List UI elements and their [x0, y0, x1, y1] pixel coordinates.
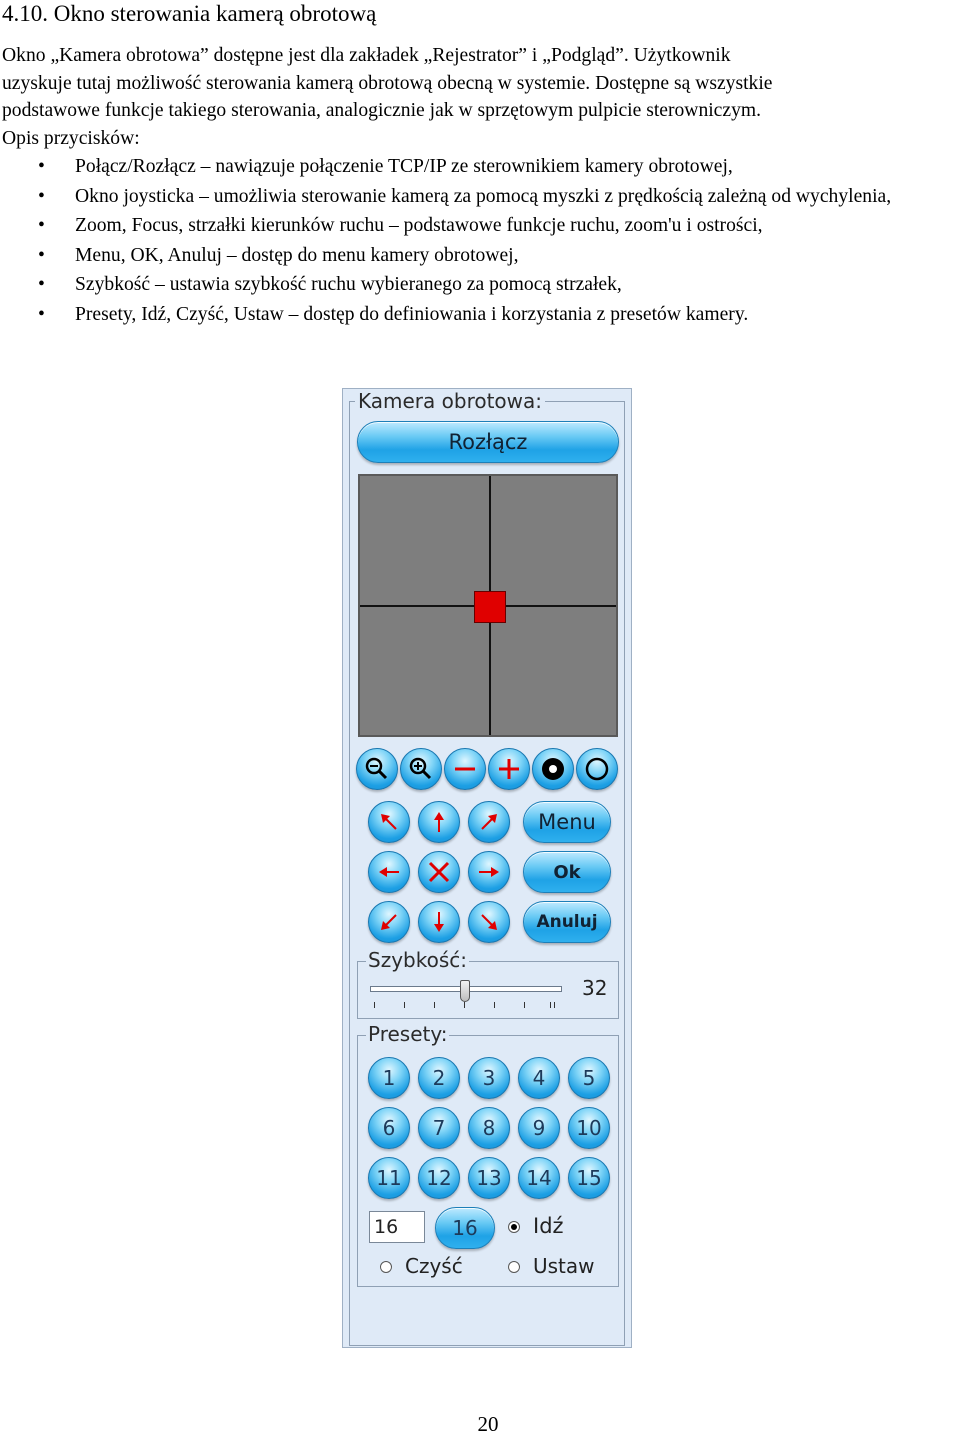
- move-down-right-button[interactable]: [468, 901, 510, 943]
- bullet: •: [38, 274, 45, 296]
- set-radio-label: Ustaw: [533, 1254, 595, 1278]
- focus-far-icon: [582, 754, 612, 784]
- plus-icon: [494, 754, 524, 784]
- preset-button[interactable]: 15: [568, 1157, 610, 1199]
- arrow-up-right-icon: [474, 807, 504, 837]
- list-item-text: Połącz/Rozłącz – nawiązuje połączenie TCP/IP ze sterownikiem kamery obrotowej,: [75, 156, 733, 177]
- slider-tick: [494, 1002, 495, 1008]
- bullet: •: [38, 215, 45, 237]
- slider-tick: [404, 1002, 405, 1008]
- bullet: •: [38, 303, 45, 325]
- preset-button[interactable]: 10: [568, 1107, 610, 1149]
- preset-button[interactable]: 9: [518, 1107, 560, 1149]
- preset-button[interactable]: 14: [518, 1157, 560, 1199]
- go-radio-label: Idź: [533, 1214, 564, 1238]
- arrow-up-icon: [424, 807, 454, 837]
- slider-tick: [554, 1002, 555, 1008]
- move-right-button[interactable]: [468, 851, 510, 893]
- focus-near-button[interactable]: [532, 748, 574, 790]
- presets-group-title: Presety:: [368, 1022, 448, 1046]
- list-item-text: Presety, Idź, Czyść, Ustaw – dostęp do definiowania i korzystania z presetów kamery.: [75, 303, 749, 325]
- list-item: [0, 270, 960, 300]
- preset-button[interactable]: 4: [518, 1057, 560, 1099]
- preset-current-button[interactable]: 16: [435, 1207, 495, 1249]
- clear-radio-label: Czyść: [405, 1254, 463, 1278]
- intro-paragraph: [2, 42, 960, 152]
- move-up-left-button[interactable]: [368, 801, 410, 843]
- section-heading: 4.10. Okno sterowania kamerą obrotową: [2, 1, 377, 26]
- arrow-down-icon: [424, 907, 454, 937]
- preset-button[interactable]: 3: [468, 1057, 510, 1099]
- preset-button[interactable]: 6: [368, 1107, 410, 1149]
- slider-ticks: [370, 1002, 560, 1008]
- list-item: [0, 211, 960, 241]
- arrow-left-icon: [374, 857, 404, 887]
- intro-line: Opis przycisków:: [2, 127, 140, 149]
- list-item-text: Szybkość – ustawia szybkość ruchu wybieranego za pomocą strzałek,: [75, 274, 622, 296]
- disconnect-button[interactable]: Rozłącz: [357, 421, 619, 463]
- preset-button[interactable]: 2: [418, 1057, 460, 1099]
- focus-minus-button[interactable]: [444, 748, 486, 790]
- preset-button[interactable]: 8: [468, 1107, 510, 1149]
- page-number: 20: [477, 1412, 499, 1436]
- list-item-text: Zoom, Focus, strzałki kierunków ruchu – podstawowe funkcje ruchu, zoom'u i ostrości,: [75, 215, 763, 237]
- set-radio[interactable]: [508, 1261, 520, 1273]
- move-down-button[interactable]: [418, 901, 460, 943]
- focus-plus-button[interactable]: [488, 748, 530, 790]
- list-item: [0, 300, 960, 330]
- move-up-right-button[interactable]: [468, 801, 510, 843]
- preset-button[interactable]: 12: [418, 1157, 460, 1199]
- move-up-button[interactable]: [418, 801, 460, 843]
- move-down-left-button[interactable]: [368, 901, 410, 943]
- list-item-text: Okno joysticka – umożliwia sterowanie kamerą za pomocą myszki z prędkością zależną od wychylenia,: [75, 185, 892, 207]
- stop-button[interactable]: [418, 851, 460, 893]
- preset-button[interactable]: 1: [368, 1057, 410, 1099]
- cancel-button[interactable]: Anuluj: [523, 901, 611, 943]
- zoom-out-button[interactable]: [356, 748, 398, 790]
- preset-button[interactable]: 13: [468, 1157, 510, 1199]
- bullet: •: [38, 156, 45, 177]
- speed-group-title: Szybkość:: [368, 948, 467, 972]
- zoom-in-button[interactable]: [400, 748, 442, 790]
- clear-radio[interactable]: [380, 1261, 392, 1273]
- speed-value: 32: [582, 976, 608, 1000]
- slider-tick: [550, 1002, 551, 1008]
- slider-tick: [464, 1002, 465, 1008]
- slider-tick: [434, 1002, 435, 1008]
- intro-line: Okno „Kamera obrotowa” dostępne jest dla zakładek „Rejestrator” i „Podgląd”. Użytkownik: [2, 45, 731, 66]
- menu-button[interactable]: Menu: [523, 801, 611, 843]
- speed-group: [357, 948, 619, 1019]
- focus-near-icon: [538, 754, 568, 784]
- list-item-text: Menu, OK, Anuluj – dostęp do menu kamery obrotowej,: [75, 244, 519, 266]
- list-item: [0, 241, 960, 271]
- arrow-down-right-icon: [474, 907, 504, 937]
- speed-slider[interactable]: [370, 980, 560, 1010]
- preset-button[interactable]: 5: [568, 1057, 610, 1099]
- joystick-area[interactable]: [358, 474, 618, 737]
- ok-button[interactable]: Ok: [523, 851, 611, 893]
- panel-title: Kamera obrotowa:: [355, 389, 545, 413]
- preset-button[interactable]: 7: [418, 1107, 460, 1149]
- intro-line: podstawowe funkcje takiego sterowania, analogicznie jak w sprzętowym pulpicie sterowniczym.: [2, 100, 762, 121]
- preset-number-input[interactable]: [369, 1211, 425, 1243]
- stop-x-icon: [424, 857, 454, 887]
- bullet: •: [38, 185, 45, 207]
- move-left-button[interactable]: [368, 851, 410, 893]
- zoom-in-icon: [406, 754, 436, 784]
- intro-line: uzyskuje tutaj możliwość sterowania kamerą obrotową obecną w systemie. Dostępne są wszystkie: [2, 72, 773, 94]
- arrow-up-left-icon: [374, 807, 404, 837]
- slider-tick: [524, 1002, 525, 1008]
- slider-tick: [374, 1002, 375, 1008]
- bullet: •: [38, 244, 45, 266]
- go-radio[interactable]: [508, 1221, 520, 1233]
- arrow-right-icon: [474, 857, 504, 887]
- slider-thumb[interactable]: [460, 980, 470, 1002]
- camera-control-panel: [342, 388, 632, 1348]
- minus-icon: [450, 754, 480, 784]
- list-item: [0, 182, 960, 212]
- joystick-knob[interactable]: [474, 591, 506, 623]
- preset-button[interactable]: 11: [368, 1157, 410, 1199]
- button-description-list: [0, 152, 960, 330]
- focus-far-button[interactable]: [576, 748, 618, 790]
- zoom-out-icon: [362, 754, 392, 784]
- arrow-down-left-icon: [374, 907, 404, 937]
- list-item: [0, 152, 960, 182]
